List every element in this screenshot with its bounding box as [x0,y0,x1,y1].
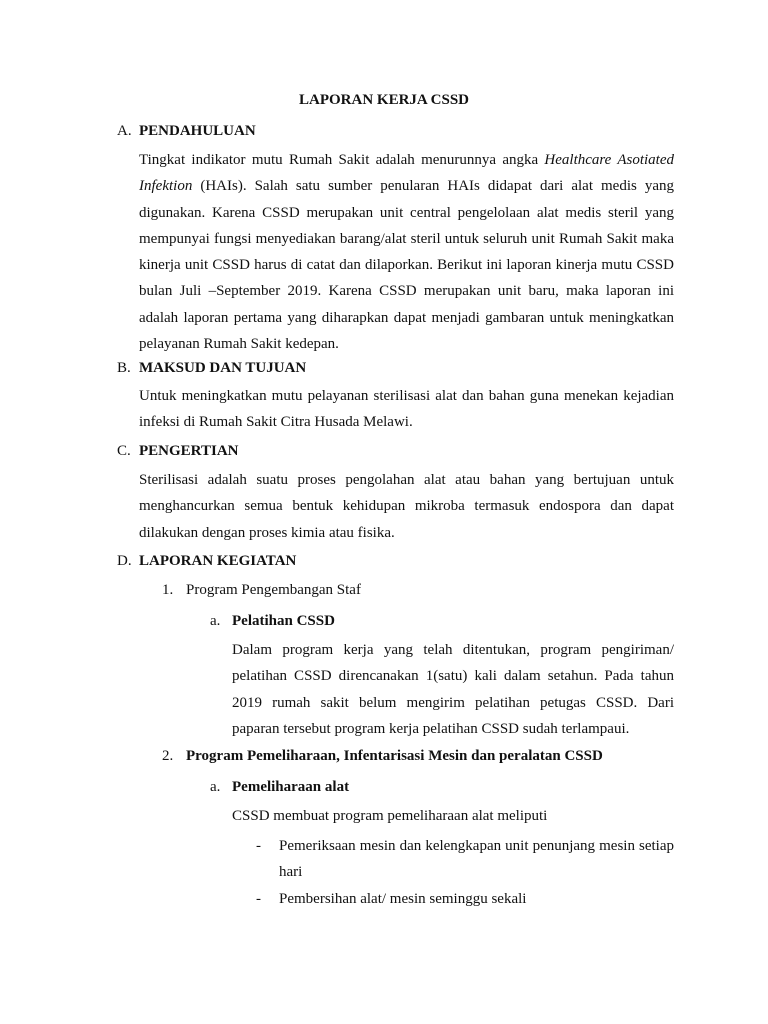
section-a-letter: A. [117,123,132,139]
bullet-2-text: Pembersihan alat/ mesin seminggu sekali [279,891,527,907]
section-a-text-1: Tingkat indikator mutu Rumah Sakit adalah menurunnya angka [139,152,545,168]
item-2-title: Program Pemeliharaan, Infentarisasi Mesin dan peralatan CSSD [186,748,603,764]
item-1a-title: Pelatihan CSSD [232,613,335,629]
bullet-2-dash: - [256,891,261,907]
section-d-heading: LAPORAN KEGIATAN [139,553,297,569]
section-d-letter: D. [117,553,132,569]
bullet-1-text: Pemeriksaan mesin dan kelengkapan unit penunjang mesin setiap hari [279,838,674,881]
bullet-1-dash: - [256,838,261,854]
section-b-letter: B. [117,360,131,376]
item-2a-title: Pemeliharaan alat [232,779,350,795]
item-2a-intro: CSSD membuat program pemeliharaan alat meliputi [232,808,548,824]
section-c-paragraph: Sterilisasi adalah suatu proses pengolahan alat atau bahan yang bertujuan untuk menghancurkan semua bentuk kehidupan mikroba termasuk endospora dan dapat dilakukan dengan proses kimia atau fisika. [139,472,674,541]
section-c-letter: C. [117,443,131,459]
item-1-number: 1. [162,582,174,598]
section-b-heading: MAKSUD DAN TUJUAN [139,360,307,376]
item-1a-paragraph: Dalam program kerja yang telah ditentukan, program pengiriman/ pelatihan CSSD direncanakan 1(satu) kali dalam setahun. Pada tahun 2019 rumah sakit belum mengirim pelatihan petugas CSSD. Dari paparan tersebut program kerja pelatihan CSSD sudah terlampaui. [232,642,674,737]
item-1-title: Program Pengembangan Staf [186,582,361,598]
item-2a-letter: a. [210,779,221,795]
section-b-paragraph: Untuk meningkatkan mutu pelayanan sterilisasi alat dan bahan guna menekan kejadian infeksi di Rumah Sakit Citra Husada Melawi. [139,388,674,431]
section-a-heading: PENDAHULUAN [139,123,256,139]
item-2-number: 2. [162,748,174,764]
section-a-text-2: (HAIs). Salah satu sumber penularan HAIs didapat dari alat medis yang digunakan. Karena CSSD merupakan unit central pengelolaan alat medis steril yang mempunyai fungsi menyediakan barang/alat steril untuk seluruh unit Rumah Sakit maka kinerja unit CSSD harus di catat dan dilaporkan. Berikut ini laporan kinerja mutu CSSD bulan Juli –September 2019. Karena CSSD merupakan unit baru, maka laporan ini adalah laporan pertama yang diharapkan dapat menjadi gambaran untuk meningkatkan pelayanan Rumah Sakit kedepan. [139,178,674,353]
document-title: LAPORAN KERJA CSSD [298,92,470,108]
item-1a-letter: a. [210,613,221,629]
section-c-heading: PENGERTIAN [139,443,239,459]
section-a-italic-term: Healthcare Asotiated Infektion [139,152,675,195]
section-a-paragraph [139,147,674,357]
